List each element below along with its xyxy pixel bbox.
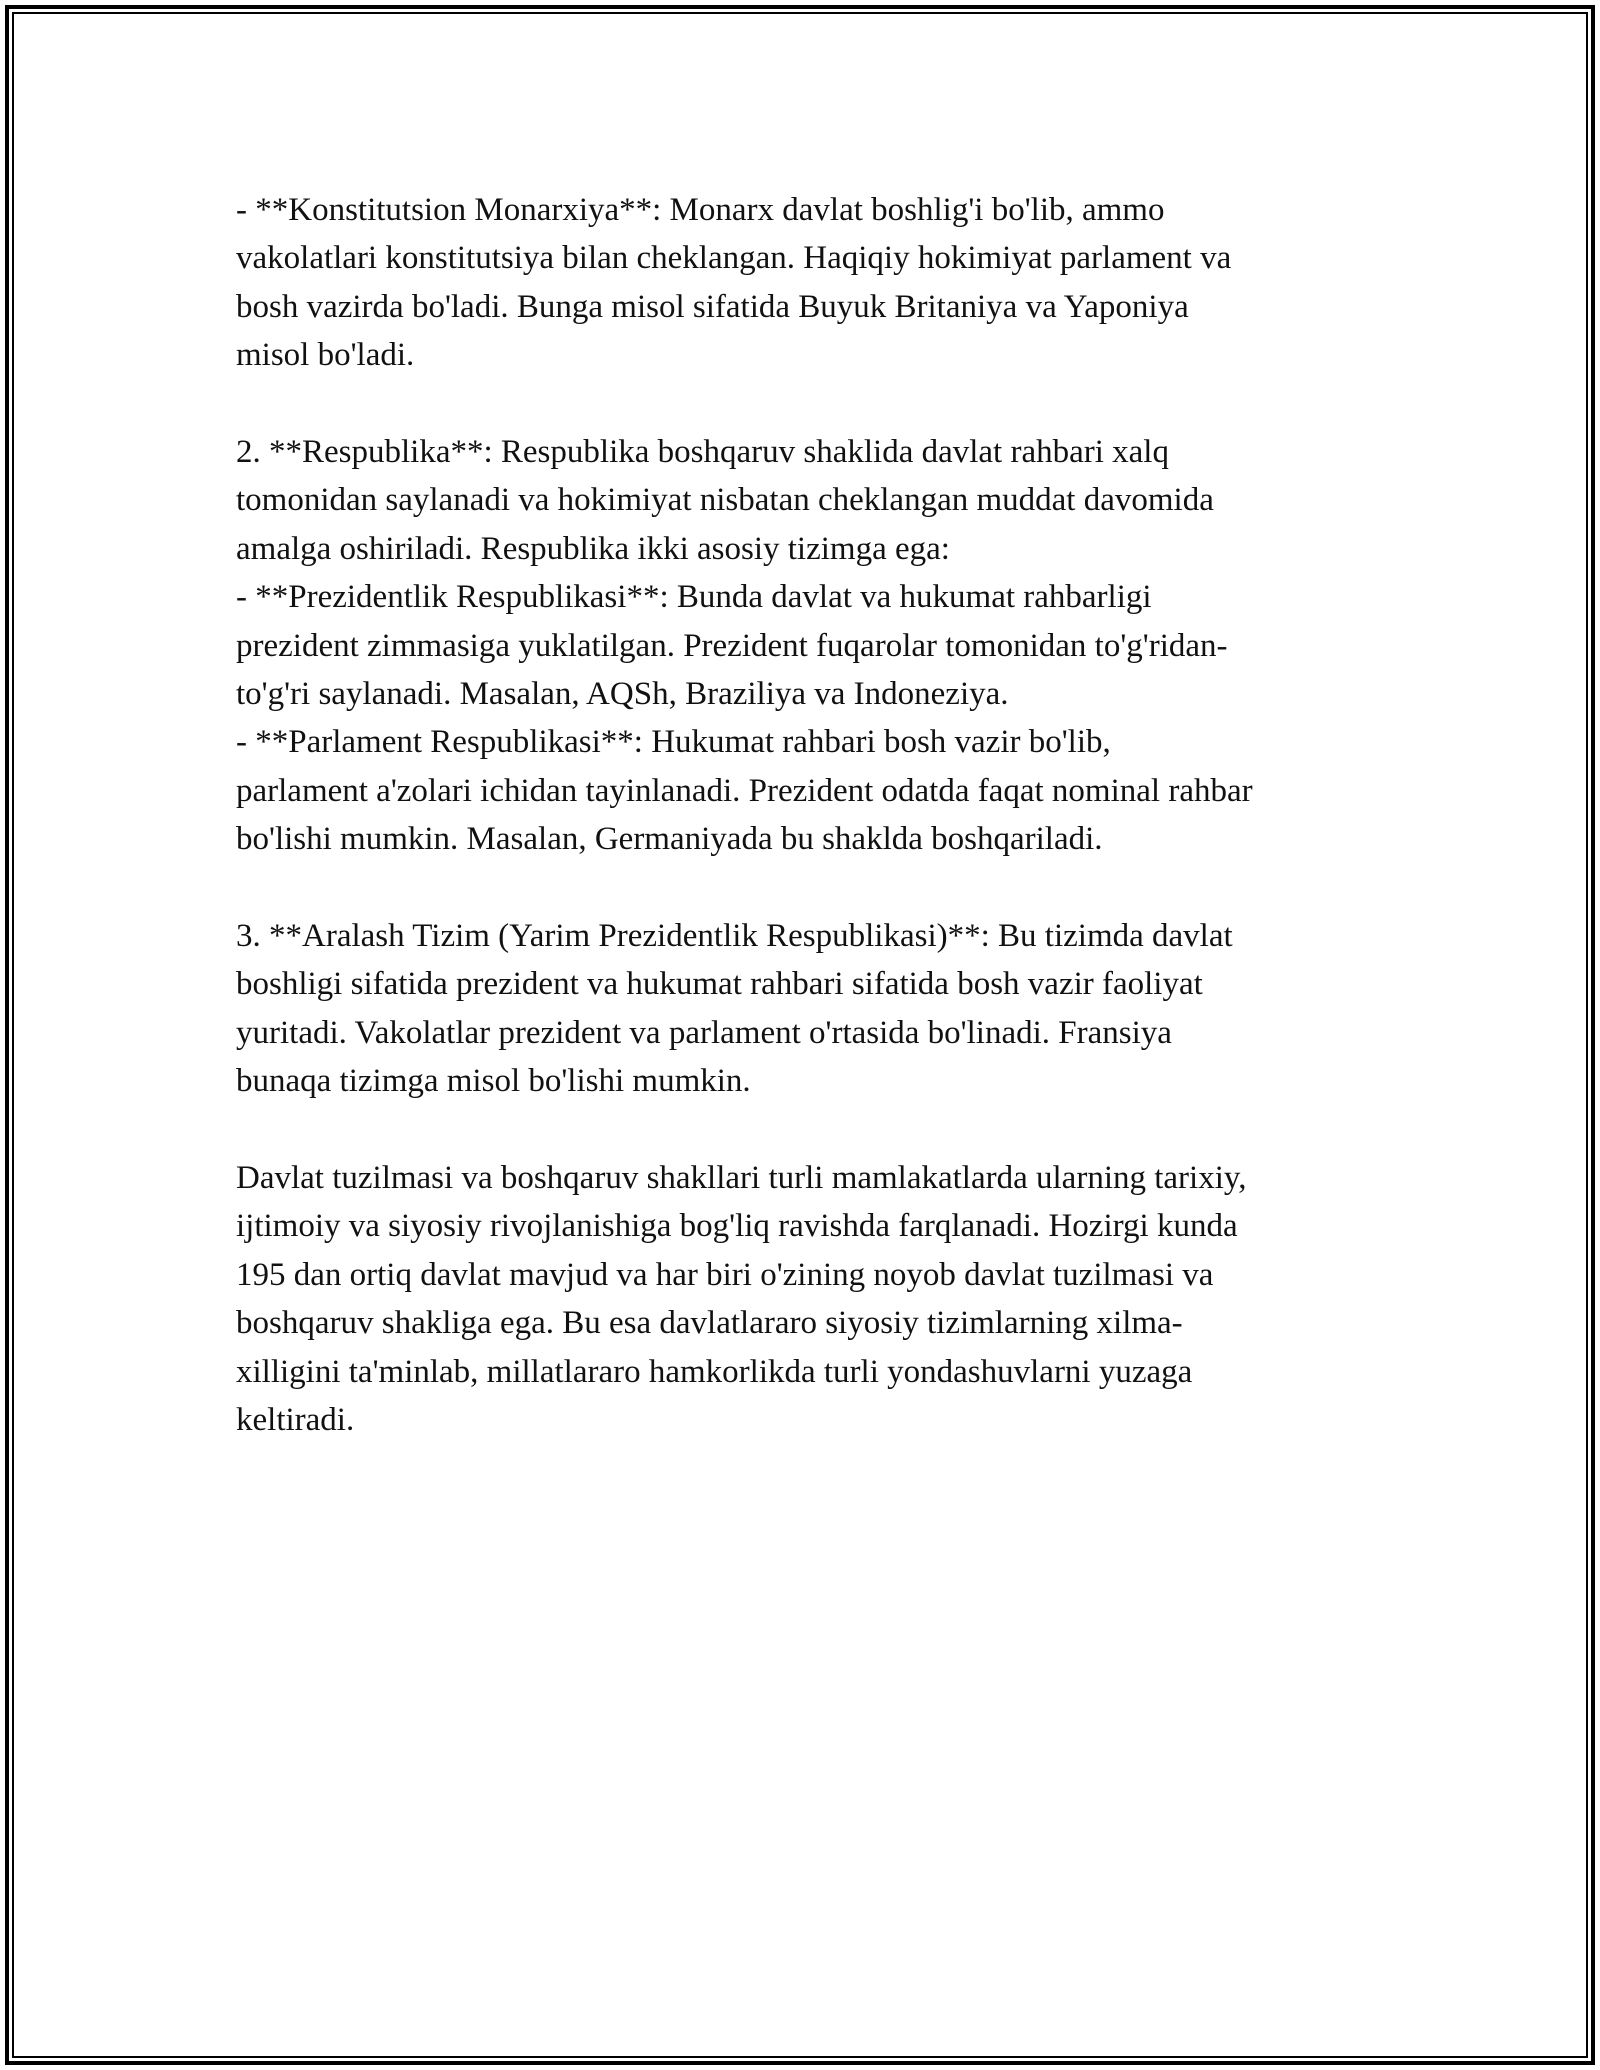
document-body xyxy=(236,186,1386,1445)
paragraph-constitutional-monarchy: - **Konstitutsion Monarxiya**: Monarx davlat boshlig'i bo'lib, ammo vakolatlari konstitutsiya bilan cheklangan. Haqiqiy hokimiyat parlament va bosh vazirda bo'ladi. Bunga misol sifatida Buyuk Britaniya va Yaponiya misol bo'ladi. xyxy=(236,192,1232,374)
paragraph-republic: 2. **Respublika**: Respublika boshqaruv shaklida davlat rahbari xalq tomonidan saylanadi va hokimiyat nisbatan cheklangan muddat davomida amalga oshiriladi. Respublika ikki asosiy tizimga ega: - **Prezidentlik Respublikasi**: Bunda davlat va hukumat rahbarligi prezident zimmasiga yuklatilgan. Prezident fuqarolar tomonidan to'g'ridan- to'g'ri saylanadi. Masalan, AQSh, Braziliya va Indoneziya. - **Parlament Respublikasi**: Hukumat rahbari bosh vazir bo'lib, parlament a'zolari ichidan tayinlanadi. Prezident odatda faqat nominal rahbar bo'lishi mumkin. Masalan, Germaniyada bu shaklda boshqariladi. xyxy=(236,434,1253,858)
paragraph-spacer xyxy=(236,1106,1386,1154)
paragraph-spacer xyxy=(236,380,1386,428)
paragraph-spacer xyxy=(236,864,1386,912)
paragraph-conclusion: Davlat tuzilmasi va boshqaruv shakllari turli mamlakatlarda ularning tarixiy, ijtimoiy va siyosiy rivojlanishiga bog'liq ravishda farqlanadi. Hozirgi kunda 195 dan ortiq davlat mavjud va har biri o'zining noyob davlat tuzilmasi va boshqaruv shakliga ega. Bu esa davlatlararo siyosiy tizimlarning xilma- xilligini ta'minlab, millatlararo hamkorlikda turli yondashuvlarni yuzaga keltiradi. xyxy=(236,1160,1247,1439)
paragraph-mixed-system: 3. **Aralash Tizim (Yarim Prezidentlik Respublikasi)**: Bu tizimda davlat boshligi sifatida prezident va hukumat rahbari sifatida bosh vazir faoliyat yuritadi. Vakolatlar prezident va parlament o'rtasida bo'linadi. Fransiya bunaqa tizimga misol bo'lishi mumkin. xyxy=(236,918,1233,1100)
